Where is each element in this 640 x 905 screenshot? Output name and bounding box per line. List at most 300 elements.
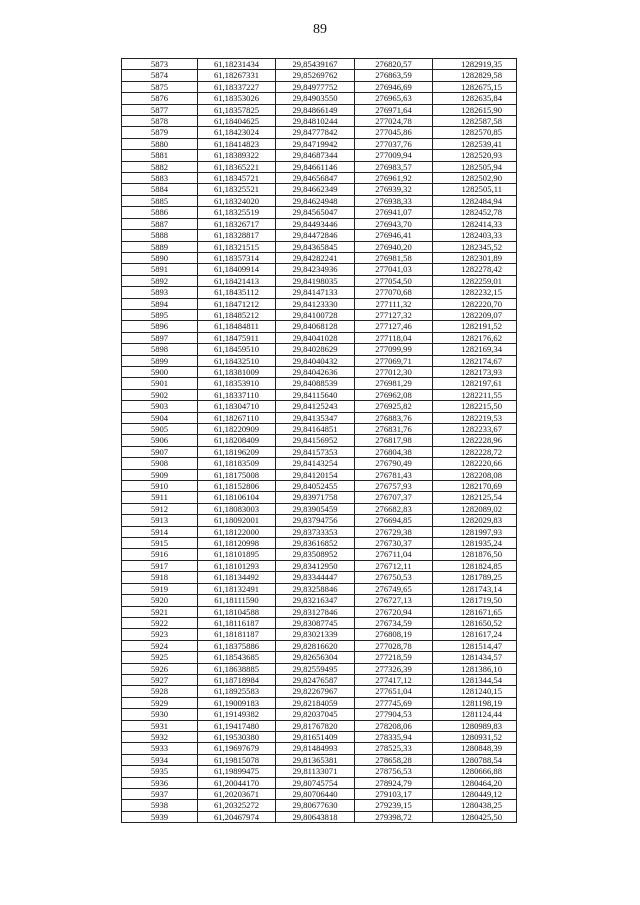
table-row xyxy=(122,800,517,811)
point-number-cell: 5880 xyxy=(122,138,198,149)
y-coordinate-cell: 1280848,39 xyxy=(433,743,517,754)
longitude-cell: 29,85269762 xyxy=(276,70,355,81)
longitude-cell: 29,84164851 xyxy=(276,424,355,435)
point-number-cell: 5920 xyxy=(122,595,198,606)
table-row xyxy=(122,104,517,115)
table-row xyxy=(122,207,517,218)
x-coordinate-cell: 276734,59 xyxy=(355,617,433,628)
y-coordinate-cell: 1282345,52 xyxy=(433,241,517,252)
table-row xyxy=(122,469,517,480)
longitude-cell: 29,84157353 xyxy=(276,446,355,457)
table-row xyxy=(122,435,517,446)
x-coordinate-cell: 276712,11 xyxy=(355,560,433,571)
longitude-cell: 29,84125243 xyxy=(276,401,355,412)
y-coordinate-cell: 1281617,24 xyxy=(433,629,517,640)
y-coordinate-cell: 1280989,83 xyxy=(433,720,517,731)
table-row xyxy=(122,173,517,184)
point-number-cell: 5909 xyxy=(122,469,198,480)
x-coordinate-cell: 276925,82 xyxy=(355,401,433,412)
point-number-cell: 5906 xyxy=(122,435,198,446)
y-coordinate-cell: 1282539,41 xyxy=(433,138,517,149)
table-row xyxy=(122,127,517,138)
point-number-cell: 5901 xyxy=(122,378,198,389)
table-row xyxy=(122,298,517,309)
table-row xyxy=(122,81,517,92)
table-row xyxy=(122,195,517,206)
longitude-cell: 29,84656847 xyxy=(276,173,355,184)
latitude-cell: 61,18326717 xyxy=(198,218,276,229)
latitude-cell: 61,18638885 xyxy=(198,663,276,674)
point-number-cell: 5935 xyxy=(122,766,198,777)
coordinates-table xyxy=(121,58,517,823)
y-coordinate-cell: 1282219,53 xyxy=(433,412,517,423)
y-coordinate-cell: 1281997,93 xyxy=(433,526,517,537)
x-coordinate-cell: 276961,92 xyxy=(355,173,433,184)
latitude-cell: 61,18208409 xyxy=(198,435,276,446)
point-number-cell: 5878 xyxy=(122,116,198,127)
longitude-cell: 29,80677630 xyxy=(276,800,355,811)
table-row xyxy=(122,697,517,708)
latitude-cell: 61,18471212 xyxy=(198,298,276,309)
point-number-cell: 5881 xyxy=(122,150,198,161)
latitude-cell: 61,19530380 xyxy=(198,731,276,742)
table-row xyxy=(122,309,517,320)
y-coordinate-cell: 1281240,15 xyxy=(433,686,517,697)
latitude-cell: 61,18328817 xyxy=(198,230,276,241)
latitude-cell: 61,18183509 xyxy=(198,458,276,469)
latitude-cell: 61,18337227 xyxy=(198,81,276,92)
y-coordinate-cell: 1282191,52 xyxy=(433,321,517,332)
longitude-cell: 29,83794756 xyxy=(276,515,355,526)
point-number-cell: 5910 xyxy=(122,481,198,492)
y-coordinate-cell: 1282502,90 xyxy=(433,173,517,184)
table-row xyxy=(122,709,517,720)
y-coordinate-cell: 1282228,72 xyxy=(433,446,517,457)
x-coordinate-cell: 276711,04 xyxy=(355,549,433,560)
longitude-cell: 29,81133071 xyxy=(276,766,355,777)
longitude-cell: 29,84156952 xyxy=(276,435,355,446)
x-coordinate-cell: 277417,12 xyxy=(355,674,433,685)
y-coordinate-cell: 1282484,94 xyxy=(433,195,517,206)
latitude-cell: 61,18134492 xyxy=(198,572,276,583)
point-number-cell: 5899 xyxy=(122,355,198,366)
point-number-cell: 5898 xyxy=(122,344,198,355)
latitude-cell: 61,19899475 xyxy=(198,766,276,777)
longitude-cell: 29,84777842 xyxy=(276,127,355,138)
x-coordinate-cell: 276730,37 xyxy=(355,538,433,549)
y-coordinate-cell: 1281434,57 xyxy=(433,652,517,663)
latitude-cell: 61,18337110 xyxy=(198,389,276,400)
latitude-cell: 61,18484811 xyxy=(198,321,276,332)
table-row xyxy=(122,674,517,685)
point-number-cell: 5925 xyxy=(122,652,198,663)
latitude-cell: 61,18485212 xyxy=(198,309,276,320)
latitude-cell: 61,18432510 xyxy=(198,355,276,366)
table-row xyxy=(122,572,517,583)
longitude-cell: 29,84624948 xyxy=(276,195,355,206)
x-coordinate-cell: 276781,43 xyxy=(355,469,433,480)
table-row xyxy=(122,59,517,70)
longitude-cell: 29,84687344 xyxy=(276,150,355,161)
latitude-cell: 61,19149382 xyxy=(198,709,276,720)
longitude-cell: 29,84810244 xyxy=(276,116,355,127)
point-number-cell: 5929 xyxy=(122,697,198,708)
longitude-cell: 29,84234936 xyxy=(276,264,355,275)
latitude-cell: 61,18381009 xyxy=(198,366,276,377)
y-coordinate-cell: 1282587,58 xyxy=(433,116,517,127)
longitude-cell: 29,84565047 xyxy=(276,207,355,218)
x-coordinate-cell: 276817,98 xyxy=(355,435,433,446)
longitude-cell: 29,84040432 xyxy=(276,355,355,366)
table-row xyxy=(122,731,517,742)
longitude-cell: 29,84100728 xyxy=(276,309,355,320)
point-number-cell: 5916 xyxy=(122,549,198,560)
latitude-cell: 61,18925583 xyxy=(198,686,276,697)
point-number-cell: 5895 xyxy=(122,309,198,320)
y-coordinate-cell: 1281743,14 xyxy=(433,583,517,594)
point-number-cell: 5879 xyxy=(122,127,198,138)
y-coordinate-cell: 1281671,65 xyxy=(433,606,517,617)
latitude-cell: 61,18106104 xyxy=(198,492,276,503)
x-coordinate-cell: 277745,69 xyxy=(355,697,433,708)
longitude-cell: 29,80643818 xyxy=(276,811,355,822)
latitude-cell: 61,18459510 xyxy=(198,344,276,355)
latitude-cell: 61,18389322 xyxy=(198,150,276,161)
x-coordinate-cell: 276682,83 xyxy=(355,503,433,514)
x-coordinate-cell: 276946,69 xyxy=(355,81,433,92)
point-number-cell: 5934 xyxy=(122,754,198,765)
x-coordinate-cell: 276720,94 xyxy=(355,606,433,617)
point-number-cell: 5875 xyxy=(122,81,198,92)
y-coordinate-cell: 1282233,67 xyxy=(433,424,517,435)
latitude-cell: 61,18421413 xyxy=(198,275,276,286)
table-row xyxy=(122,161,517,172)
table-row xyxy=(122,811,517,822)
table-row xyxy=(122,184,517,195)
table-row xyxy=(122,777,517,788)
y-coordinate-cell: 1281824,85 xyxy=(433,560,517,571)
longitude-cell: 29,84662349 xyxy=(276,184,355,195)
point-number-cell: 5914 xyxy=(122,526,198,537)
table-row xyxy=(122,458,517,469)
x-coordinate-cell: 277326,39 xyxy=(355,663,433,674)
latitude-cell: 61,18357314 xyxy=(198,252,276,263)
latitude-cell: 61,18104588 xyxy=(198,606,276,617)
latitude-cell: 61,18231434 xyxy=(198,59,276,70)
point-number-cell: 5885 xyxy=(122,195,198,206)
table-row xyxy=(122,344,517,355)
longitude-cell: 29,84042636 xyxy=(276,366,355,377)
point-number-cell: 5876 xyxy=(122,93,198,104)
y-coordinate-cell: 1282173,93 xyxy=(433,366,517,377)
point-number-cell: 5903 xyxy=(122,401,198,412)
point-number-cell: 5933 xyxy=(122,743,198,754)
latitude-cell: 61,18267331 xyxy=(198,70,276,81)
table-row xyxy=(122,560,517,571)
latitude-cell: 61,19417480 xyxy=(198,720,276,731)
latitude-cell: 61,18543685 xyxy=(198,652,276,663)
x-coordinate-cell: 276962,08 xyxy=(355,389,433,400)
y-coordinate-cell: 1282208,08 xyxy=(433,469,517,480)
point-number-cell: 5917 xyxy=(122,560,198,571)
y-coordinate-cell: 1282259,01 xyxy=(433,275,517,286)
y-coordinate-cell: 1282228,96 xyxy=(433,435,517,446)
latitude-cell: 61,18267110 xyxy=(198,412,276,423)
table-row xyxy=(122,321,517,332)
latitude-cell: 61,19815078 xyxy=(198,754,276,765)
longitude-cell: 29,81767820 xyxy=(276,720,355,731)
table-row xyxy=(122,549,517,560)
x-coordinate-cell: 278756,53 xyxy=(355,766,433,777)
point-number-cell: 5889 xyxy=(122,241,198,252)
y-coordinate-cell: 1282220,70 xyxy=(433,298,517,309)
point-number-cell: 5921 xyxy=(122,606,198,617)
latitude-cell: 61,18375886 xyxy=(198,640,276,651)
x-coordinate-cell: 276804,38 xyxy=(355,446,433,457)
longitude-cell: 29,82656304 xyxy=(276,652,355,663)
longitude-cell: 29,83733353 xyxy=(276,526,355,537)
table-row xyxy=(122,93,517,104)
x-coordinate-cell: 276831,76 xyxy=(355,424,433,435)
y-coordinate-cell: 1282403,33 xyxy=(433,230,517,241)
point-number-cell: 5888 xyxy=(122,230,198,241)
y-coordinate-cell: 1280788,54 xyxy=(433,754,517,765)
point-number-cell: 5931 xyxy=(122,720,198,731)
point-number-cell: 5908 xyxy=(122,458,198,469)
y-coordinate-cell: 1282029,83 xyxy=(433,515,517,526)
y-coordinate-cell: 1282301,89 xyxy=(433,252,517,263)
y-coordinate-cell: 1282505,94 xyxy=(433,161,517,172)
longitude-cell: 29,81651409 xyxy=(276,731,355,742)
longitude-cell: 29,84719942 xyxy=(276,138,355,149)
point-number-cell: 5927 xyxy=(122,674,198,685)
y-coordinate-cell: 1281935,24 xyxy=(433,538,517,549)
table-row xyxy=(122,401,517,412)
table-row xyxy=(122,754,517,765)
y-coordinate-cell: 1282220,66 xyxy=(433,458,517,469)
y-coordinate-cell: 1282520,93 xyxy=(433,150,517,161)
y-coordinate-cell: 1282169,34 xyxy=(433,344,517,355)
x-coordinate-cell: 276727,13 xyxy=(355,595,433,606)
y-coordinate-cell: 1280425,50 xyxy=(433,811,517,822)
point-number-cell: 5919 xyxy=(122,583,198,594)
point-number-cell: 5902 xyxy=(122,389,198,400)
x-coordinate-cell: 276729,38 xyxy=(355,526,433,537)
y-coordinate-cell: 1281124,44 xyxy=(433,709,517,720)
longitude-cell: 29,82037045 xyxy=(276,709,355,720)
longitude-cell: 29,84115640 xyxy=(276,389,355,400)
longitude-cell: 29,83021339 xyxy=(276,629,355,640)
longitude-cell: 29,80745754 xyxy=(276,777,355,788)
longitude-cell: 29,84365845 xyxy=(276,241,355,252)
x-coordinate-cell: 277012,30 xyxy=(355,366,433,377)
latitude-cell: 61,18435112 xyxy=(198,287,276,298)
latitude-cell: 61,18220909 xyxy=(198,424,276,435)
longitude-cell: 29,84282241 xyxy=(276,252,355,263)
latitude-cell: 61,18475911 xyxy=(198,332,276,343)
longitude-cell: 29,84123330 xyxy=(276,298,355,309)
x-coordinate-cell: 276694,85 xyxy=(355,515,433,526)
x-coordinate-cell: 276750,53 xyxy=(355,572,433,583)
table-row xyxy=(122,503,517,514)
x-coordinate-cell: 277054,50 xyxy=(355,275,433,286)
longitude-cell: 29,83905459 xyxy=(276,503,355,514)
y-coordinate-cell: 1280666,88 xyxy=(433,766,517,777)
latitude-cell: 61,18122000 xyxy=(198,526,276,537)
latitude-cell: 61,18181187 xyxy=(198,629,276,640)
table-row xyxy=(122,275,517,286)
point-number-cell: 5912 xyxy=(122,503,198,514)
x-coordinate-cell: 277127,46 xyxy=(355,321,433,332)
latitude-cell: 61,18175008 xyxy=(198,469,276,480)
longitude-cell: 29,85439167 xyxy=(276,59,355,70)
longitude-cell: 29,84472846 xyxy=(276,230,355,241)
x-coordinate-cell: 276863,59 xyxy=(355,70,433,81)
longitude-cell: 29,83127846 xyxy=(276,606,355,617)
latitude-cell: 61,18304710 xyxy=(198,401,276,412)
x-coordinate-cell: 276971,64 xyxy=(355,104,433,115)
x-coordinate-cell: 279103,17 xyxy=(355,789,433,800)
x-coordinate-cell: 276983,57 xyxy=(355,161,433,172)
longitude-cell: 29,80706440 xyxy=(276,789,355,800)
longitude-cell: 29,84903550 xyxy=(276,93,355,104)
x-coordinate-cell: 276749,65 xyxy=(355,583,433,594)
table-row xyxy=(122,743,517,754)
latitude-cell: 61,18101293 xyxy=(198,560,276,571)
longitude-cell: 29,84866149 xyxy=(276,104,355,115)
x-coordinate-cell: 279239,15 xyxy=(355,800,433,811)
point-number-cell: 5911 xyxy=(122,492,198,503)
longitude-cell: 29,84088539 xyxy=(276,378,355,389)
table-row xyxy=(122,412,517,423)
page-number: 89 xyxy=(313,22,327,37)
longitude-cell: 29,84041028 xyxy=(276,332,355,343)
x-coordinate-cell: 277070,68 xyxy=(355,287,433,298)
table-row xyxy=(122,332,517,343)
latitude-cell: 61,19009183 xyxy=(198,697,276,708)
table-row xyxy=(122,366,517,377)
table-row xyxy=(122,481,517,492)
table-row xyxy=(122,378,517,389)
x-coordinate-cell: 277024,78 xyxy=(355,116,433,127)
longitude-cell: 29,82267967 xyxy=(276,686,355,697)
y-coordinate-cell: 1282209,07 xyxy=(433,309,517,320)
longitude-cell: 29,84977752 xyxy=(276,81,355,92)
latitude-cell: 61,18111590 xyxy=(198,595,276,606)
longitude-cell: 29,84120154 xyxy=(276,469,355,480)
latitude-cell: 61,18196209 xyxy=(198,446,276,457)
x-coordinate-cell: 277041,03 xyxy=(355,264,433,275)
x-coordinate-cell: 276940,20 xyxy=(355,241,433,252)
point-number-cell: 5900 xyxy=(122,366,198,377)
table-row xyxy=(122,720,517,731)
y-coordinate-cell: 1281719,50 xyxy=(433,595,517,606)
longitude-cell: 29,82184059 xyxy=(276,697,355,708)
point-number-cell: 5882 xyxy=(122,161,198,172)
table-row xyxy=(122,595,517,606)
point-number-cell: 5890 xyxy=(122,252,198,263)
point-number-cell: 5897 xyxy=(122,332,198,343)
y-coordinate-cell: 1282232,15 xyxy=(433,287,517,298)
table-row xyxy=(122,640,517,651)
longitude-cell: 29,83412950 xyxy=(276,560,355,571)
y-coordinate-cell: 1280464,20 xyxy=(433,777,517,788)
table-row xyxy=(122,70,517,81)
table-row xyxy=(122,218,517,229)
y-coordinate-cell: 1282829,58 xyxy=(433,70,517,81)
y-coordinate-cell: 1280438,25 xyxy=(433,800,517,811)
y-coordinate-cell: 1280449,12 xyxy=(433,789,517,800)
y-coordinate-cell: 1282919,35 xyxy=(433,59,517,70)
table-row xyxy=(122,515,517,526)
point-number-cell: 5873 xyxy=(122,59,198,70)
point-number-cell: 5896 xyxy=(122,321,198,332)
latitude-cell: 61,18324020 xyxy=(198,195,276,206)
table-row xyxy=(122,663,517,674)
longitude-cell: 29,83258846 xyxy=(276,583,355,594)
x-coordinate-cell: 276981,58 xyxy=(355,252,433,263)
table-row xyxy=(122,538,517,549)
table-row xyxy=(122,686,517,697)
y-coordinate-cell: 1282215,50 xyxy=(433,401,517,412)
x-coordinate-cell: 276790,49 xyxy=(355,458,433,469)
point-number-cell: 5937 xyxy=(122,789,198,800)
y-coordinate-cell: 1282278,42 xyxy=(433,264,517,275)
latitude-cell: 61,18404625 xyxy=(198,116,276,127)
point-number-cell: 5932 xyxy=(122,731,198,742)
x-coordinate-cell: 277069,71 xyxy=(355,355,433,366)
point-number-cell: 5887 xyxy=(122,218,198,229)
longitude-cell: 29,83087745 xyxy=(276,617,355,628)
x-coordinate-cell: 276938,33 xyxy=(355,195,433,206)
point-number-cell: 5939 xyxy=(122,811,198,822)
latitude-cell: 61,18353026 xyxy=(198,93,276,104)
table-row xyxy=(122,606,517,617)
x-coordinate-cell: 277099,99 xyxy=(355,344,433,355)
x-coordinate-cell: 277009,94 xyxy=(355,150,433,161)
point-number-cell: 5886 xyxy=(122,207,198,218)
x-coordinate-cell: 276883,76 xyxy=(355,412,433,423)
y-coordinate-cell: 1282125,54 xyxy=(433,492,517,503)
table-row xyxy=(122,424,517,435)
table-row xyxy=(122,241,517,252)
x-coordinate-cell: 277111,32 xyxy=(355,298,433,309)
x-coordinate-cell: 277127,32 xyxy=(355,309,433,320)
y-coordinate-cell: 1281876,50 xyxy=(433,549,517,560)
y-coordinate-cell: 1282174,67 xyxy=(433,355,517,366)
latitude-cell: 61,18321515 xyxy=(198,241,276,252)
y-coordinate-cell: 1282615,90 xyxy=(433,104,517,115)
latitude-cell: 61,19697679 xyxy=(198,743,276,754)
point-number-cell: 5922 xyxy=(122,617,198,628)
x-coordinate-cell: 278525,33 xyxy=(355,743,433,754)
point-number-cell: 5892 xyxy=(122,275,198,286)
table-row xyxy=(122,116,517,127)
point-number-cell: 5893 xyxy=(122,287,198,298)
x-coordinate-cell: 277651,04 xyxy=(355,686,433,697)
x-coordinate-cell: 277118,04 xyxy=(355,332,433,343)
latitude-cell: 61,20044170 xyxy=(198,777,276,788)
table-row xyxy=(122,230,517,241)
y-coordinate-cell: 1280931,52 xyxy=(433,731,517,742)
longitude-cell: 29,81484993 xyxy=(276,743,355,754)
point-number-cell: 5926 xyxy=(122,663,198,674)
longitude-cell: 29,84147133 xyxy=(276,287,355,298)
point-number-cell: 5894 xyxy=(122,298,198,309)
latitude-cell: 61,20467974 xyxy=(198,811,276,822)
x-coordinate-cell: 276965,63 xyxy=(355,93,433,104)
longitude-cell: 29,83508952 xyxy=(276,549,355,560)
